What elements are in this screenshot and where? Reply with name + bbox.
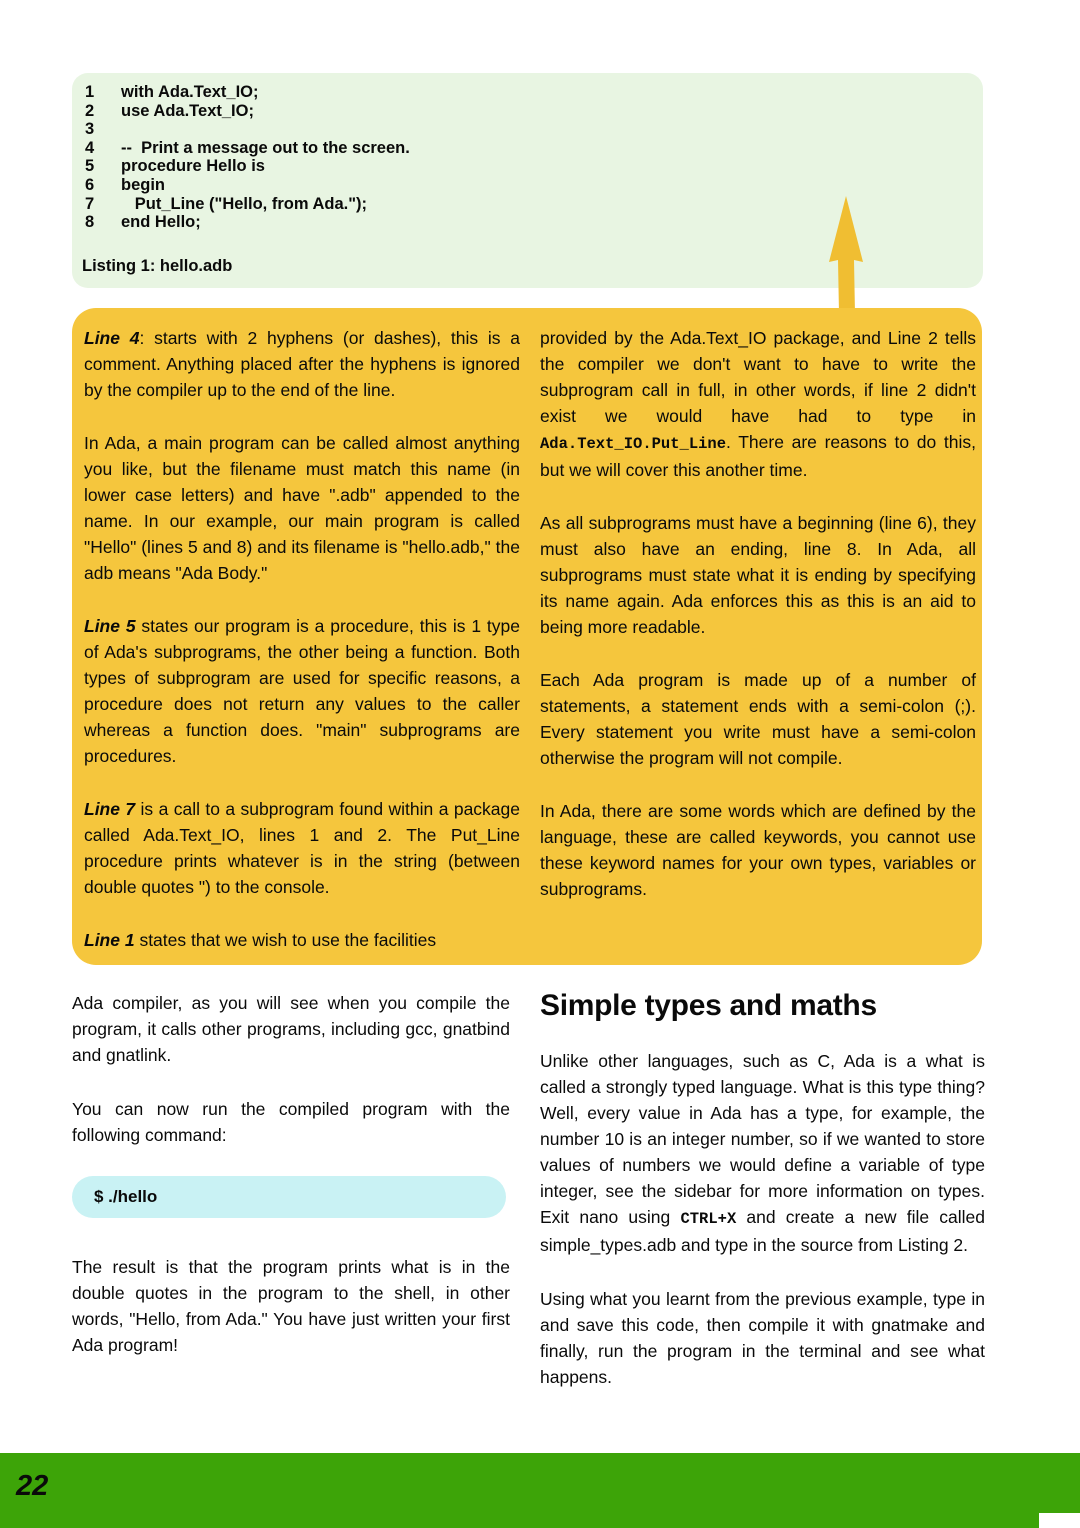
paragraph-text: . There are reasons to do this, but we will cover this another time. <box>540 432 976 480</box>
paragraph-text: states our program is a procedure, this is 1 type of Ada's subprograms, the other being a function. Both types of subprogram are used for specific reasons, a procedure does not return any values to the caller whereas a function does. "main" subprograms are procedures. <box>84 616 521 766</box>
line-number: 7 <box>85 194 95 213</box>
line-number: 2 <box>85 101 95 120</box>
command-text: $ ./hello <box>94 1187 158 1206</box>
code-text: use Ada.Text_IO; <box>121 101 254 120</box>
paragraph-text: Unlike other languages, such as C, Ada is a what is called a strongly typed language. What is this type thing? Well, every value in Ada has a type, for example, the number 10 is an integer number, so if we wanted to store values of numbers we would define a variable of type integer, see the sidebar for more information on types. Exit nano using <box>540 1051 985 1227</box>
paragraph-line2 <box>540 325 976 483</box>
paragraph-text: provided by the Ada.Text_IO package, and Line 2 tells the compiler we don't want to have to write the subprogram call in full, in other words, if line 2 didn't exist we would have had to type in <box>540 328 976 426</box>
code-line <box>82 139 410 158</box>
code-line <box>82 213 410 232</box>
paragraph-line4 <box>84 325 520 403</box>
line-number: 5 <box>85 157 95 176</box>
paragraph-text: The result is that the program prints what is in the double quotes in the program to the shell, in other words, "Hello, from Ada." You have just written your first Ada program! <box>72 1257 510 1355</box>
footer-bar <box>0 1453 1080 1528</box>
mono-span: Ada.Text_IO.Put_Line <box>540 435 727 453</box>
section-heading: Simple types and maths <box>540 989 877 1022</box>
paragraph-text: As all subprograms must have a beginning (line 6), they must also have an ending, line 8. In Ada, all subprograms must state what it is ending by specifying its name again. Ada enforces this as this is an aid to being more readable. <box>540 513 976 637</box>
listing-caption: Listing 1: hello.adb <box>82 257 233 275</box>
line-number: 3 <box>85 120 95 139</box>
paragraph-text: In Ada, a main program can be called almost anything you like, but the filename must match this name (in lower case letters) and have ".adb" appended to the name. In our example, our main program is called "Hello" (lines 5 and 8) and its filename is "hello.adb," the adb means "Ada Body." <box>84 433 520 583</box>
paragraph-types <box>540 1048 985 1258</box>
terminal-command-pill <box>72 1176 506 1218</box>
code-line <box>82 102 410 121</box>
explanation-note-box <box>72 308 982 965</box>
paragraph-line1 <box>84 927 520 953</box>
paragraph-text: You can now run the compiled program with the following command: <box>72 1099 510 1145</box>
paragraph-line5 <box>84 613 520 769</box>
paragraph-practice <box>540 1286 985 1390</box>
paragraph-text: Ada compiler, as you will see when you compile the program, it calls other programs, including gcc, gnatbind and gnatlink. <box>72 993 510 1065</box>
page-number: 22 <box>16 1470 49 1502</box>
paragraph-run-command <box>72 1096 510 1148</box>
code-line <box>82 120 410 139</box>
paragraph-lead: Line 7 <box>84 799 136 819</box>
code-text: end Hello; <box>121 213 201 232</box>
body-column-left <box>72 990 510 1418</box>
paragraph-endings <box>540 510 976 640</box>
up-arrow-shape <box>829 196 863 314</box>
note-column-left <box>84 325 520 965</box>
paragraph-text: is a call to a subprogram found within a package called Ada.Text_IO, lines 1 and 2. The Put_Line procedure prints whatever is in the string (between double quotes ") to the console. <box>84 799 520 897</box>
line-number: 4 <box>85 138 95 157</box>
line-number: 6 <box>85 175 95 194</box>
line-number: 1 <box>85 83 95 101</box>
body-column-right <box>540 990 985 1418</box>
up-arrow-icon <box>820 196 872 314</box>
code-line <box>82 195 410 214</box>
paragraph-text: In Ada, there are some words which are defined by the language, these are called keywords, you cannot use these keyword names for your own types, variables or subprograms. <box>540 801 976 899</box>
line-number: 8 <box>85 213 95 232</box>
code-text: -- Print a message out to the screen. <box>121 138 410 157</box>
paragraph-lead: Line 1 <box>84 930 135 950</box>
code-text: procedure Hello is <box>121 157 265 176</box>
paragraph-statements <box>540 667 976 771</box>
code-text: Put_Line ("Hello, from Ada."); <box>121 194 368 213</box>
paragraph-text: and create a new file called simple_types.adb and type in the source from Listing 2. <box>540 1207 985 1255</box>
paragraph-lead: Line 5 <box>84 616 136 636</box>
code-line <box>82 83 410 102</box>
paragraph-result <box>72 1254 510 1358</box>
paragraph-text: : starts with 2 hyphens (or dashes), this is a comment. Anything placed after the hyphens is ignored by the compiler up to the end of the line. <box>84 328 520 400</box>
paragraph-text: Using what you learnt from the previous example, type in and save this code, then compile it with gnatmake and finally, run the program in the terminal and see what happens. <box>540 1289 985 1387</box>
paragraph-line7 <box>84 796 520 900</box>
paragraph-keywords <box>540 798 976 902</box>
paragraph-compiler <box>72 990 510 1068</box>
paragraph-naming <box>84 430 520 586</box>
body-section <box>72 990 985 1418</box>
code-text: with Ada.Text_IO; <box>121 83 259 101</box>
code-lines <box>82 83 410 232</box>
paragraph-lead: Line 4 <box>84 328 140 348</box>
paragraph-text: states that we wish to use the facilities <box>134 930 437 950</box>
footer-corner-notch <box>1039 1513 1080 1528</box>
code-text: begin <box>121 175 165 194</box>
code-line <box>82 176 410 195</box>
code-line <box>82 157 410 176</box>
paragraph-text: Each Ada program is made up of a number of statements, a statement ends with a semi-colon (;). Every statement you write must have a semi-colon otherwise the program will not compile. <box>540 670 976 768</box>
mono-span: CTRL+X <box>680 1210 737 1228</box>
note-column-right <box>540 325 976 965</box>
